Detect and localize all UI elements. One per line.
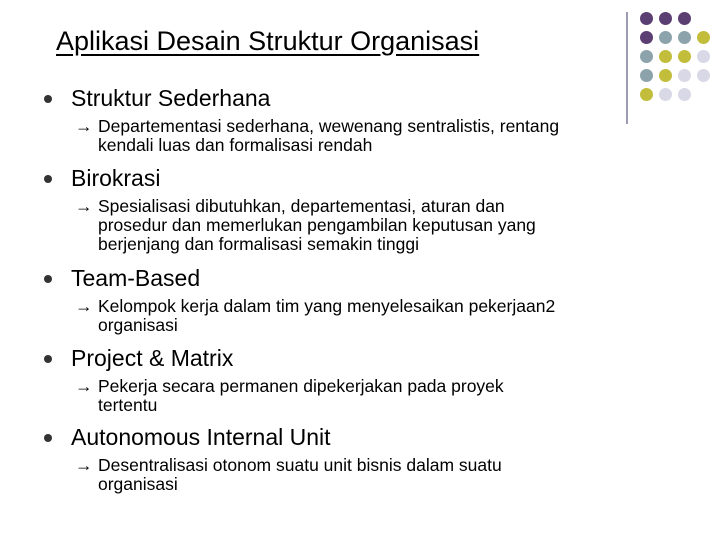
decorative-dot (640, 69, 653, 82)
item-detail-text: Pekerja secara permanen dipekerjakan pada proyek tertentu (98, 376, 504, 415)
decorative-dot (640, 50, 653, 63)
decorative-dot (659, 50, 672, 63)
item-label: Struktur Sederhana (71, 85, 271, 111)
item-detail-text: Departementasi sederhana, wewenang sentralistis, rentang kendali luas dan formalisasi rendah (98, 116, 560, 155)
item-detail-text: Desentralisasi otonom suatu unit bisnis dalam suatu organisasi (98, 455, 502, 494)
list-item (44, 84, 720, 164)
decorative-dot (678, 31, 691, 44)
item-detail (75, 197, 720, 254)
list-item (44, 264, 720, 344)
item-detail-text: Kelompok kerja dalam tim yang menyelesaikan pekerjaan2 organisasi (98, 296, 556, 335)
decorative-dot (678, 12, 691, 25)
bullet-list (44, 84, 720, 503)
decorative-dot (697, 69, 710, 82)
item-detail (75, 117, 720, 155)
item-label: Birokrasi (71, 165, 161, 191)
bullet-icon (44, 275, 52, 283)
arrow-right-icon: → (75, 455, 93, 475)
decorative-dot (697, 50, 710, 63)
item-detail-text: Spesialisasi dibutuhkan, departementasi, aturan dan prosedur dan memerlukan pengambilan keputusan yang berjenjang dan formalisasi semakin tinggi (98, 196, 536, 254)
decorative-dot (640, 12, 653, 25)
item-detail (75, 456, 720, 494)
decorative-dot (697, 31, 710, 44)
item-label: Autonomous Internal Unit (71, 424, 331, 450)
item-detail (75, 377, 720, 415)
arrow-right-icon: → (75, 196, 93, 216)
decorative-dot (678, 69, 691, 82)
list-item (44, 344, 720, 423)
item-detail (75, 297, 720, 335)
decorative-dot (678, 50, 691, 63)
bullet-icon (44, 175, 52, 183)
arrow-right-icon: → (75, 296, 93, 316)
bullet-icon (44, 95, 52, 103)
slide-title: Aplikasi Desain Struktur Organisasi (56, 26, 480, 56)
decorative-dot (659, 31, 672, 44)
bullet-icon (44, 355, 52, 363)
decorative-dot (659, 12, 672, 25)
arrow-right-icon: → (75, 376, 93, 396)
decorative-dot (659, 69, 672, 82)
list-item (44, 164, 720, 264)
list-item (44, 423, 720, 503)
item-label: Team-Based (71, 265, 201, 291)
item-label: Project & Matrix (71, 345, 234, 371)
decorative-dot (640, 31, 653, 44)
arrow-right-icon: → (75, 116, 93, 136)
bullet-icon (44, 434, 52, 442)
